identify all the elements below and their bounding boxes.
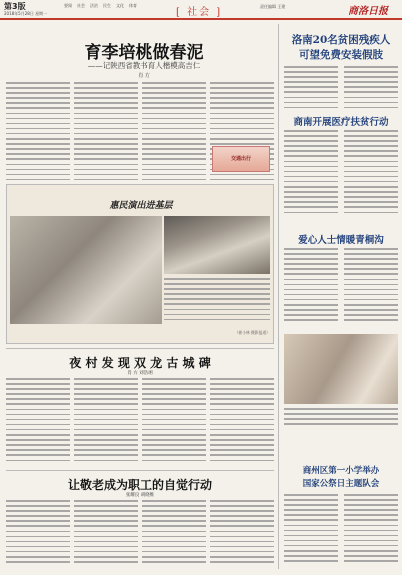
section-divider xyxy=(6,348,274,349)
section-divider xyxy=(6,470,274,471)
nav-item[interactable]: 文化 xyxy=(116,3,124,8)
school-title-line2: 国家公祭日主题队会 xyxy=(302,479,380,489)
poverty-article-col1 xyxy=(284,66,338,110)
photo-feature-title: 惠民演出进基层 xyxy=(109,201,173,211)
main-article-byline: 肖 方 xyxy=(138,73,150,79)
section-nav xyxy=(64,3,137,9)
night-article-byline: 肖 方 刘浩翊 xyxy=(127,371,153,376)
bottom-article-col1 xyxy=(6,500,70,570)
poverty-title-line2: 可望免费安装假肢 xyxy=(299,49,383,61)
school-photo xyxy=(284,334,398,404)
performance-photo xyxy=(10,216,162,324)
main-article-col1 xyxy=(6,82,70,180)
medical-article-col2 xyxy=(344,130,398,218)
care-title: 爱心人士情暖青桐沟 xyxy=(298,235,384,246)
school-title-line1: 商州区第一小学举办 xyxy=(302,466,380,476)
medical-article-col1 xyxy=(284,130,338,218)
medical-title: 商南开展医疗扶贫行动 xyxy=(293,117,389,128)
nav-item[interactable]: 体育 xyxy=(129,3,137,8)
page-date: 2018年5月28日 星期一 xyxy=(4,11,48,16)
care-article-col1 xyxy=(284,248,338,328)
main-article-col2 xyxy=(74,82,138,180)
night-article-col2 xyxy=(74,378,138,466)
night-article-col1 xyxy=(6,378,70,466)
main-article-col3 xyxy=(142,82,206,180)
school-article-col1 xyxy=(284,494,338,570)
nav-item[interactable]: 要闻 xyxy=(64,3,72,8)
page-header xyxy=(0,0,402,20)
musician-photo xyxy=(164,216,270,274)
ad-banner[interactable] xyxy=(212,146,270,172)
bottom-article-byline: 张耀良 胡晓维 xyxy=(125,493,155,498)
night-article-col3 xyxy=(142,378,206,466)
ad-text: 交通出行 xyxy=(230,156,251,162)
section-title: [ 社会 ] xyxy=(176,7,223,18)
editor-info: 责任编辑 王建 xyxy=(260,4,286,9)
main-article-subtitle: ——记陕西省教书育人楷模高吉仁 xyxy=(87,61,201,70)
column-divider xyxy=(278,24,279,569)
photo-caption-lines xyxy=(284,408,398,428)
nav-item[interactable]: 社会 xyxy=(77,3,85,8)
bottom-article-col4 xyxy=(210,500,274,570)
poverty-title-line1: 洛南20名贫困残疾人 xyxy=(291,34,391,46)
photo-credit: （崔小林 摄影报道） xyxy=(234,330,270,335)
night-article-title: 夜 村 发 现 双 龙 古 城 碑 xyxy=(69,356,211,370)
nav-item[interactable]: 民生 xyxy=(103,3,111,8)
care-article-col2 xyxy=(344,248,398,328)
bottom-article-col3 xyxy=(142,500,206,570)
photo-feature-text xyxy=(164,278,270,326)
night-article-col4 xyxy=(210,378,274,466)
page-number: 第3版 xyxy=(4,2,26,11)
nav-item[interactable]: 法治 xyxy=(90,3,98,8)
newspaper-logo: 商洛日报 xyxy=(348,6,388,17)
school-article-col2 xyxy=(344,494,398,570)
main-article-title: 育李培桃做春泥 xyxy=(84,43,204,63)
poverty-article-col2 xyxy=(344,66,398,110)
bottom-article-col2 xyxy=(74,500,138,570)
bottom-article-title: 让敬老成为职工的自觉行动 xyxy=(67,478,212,492)
